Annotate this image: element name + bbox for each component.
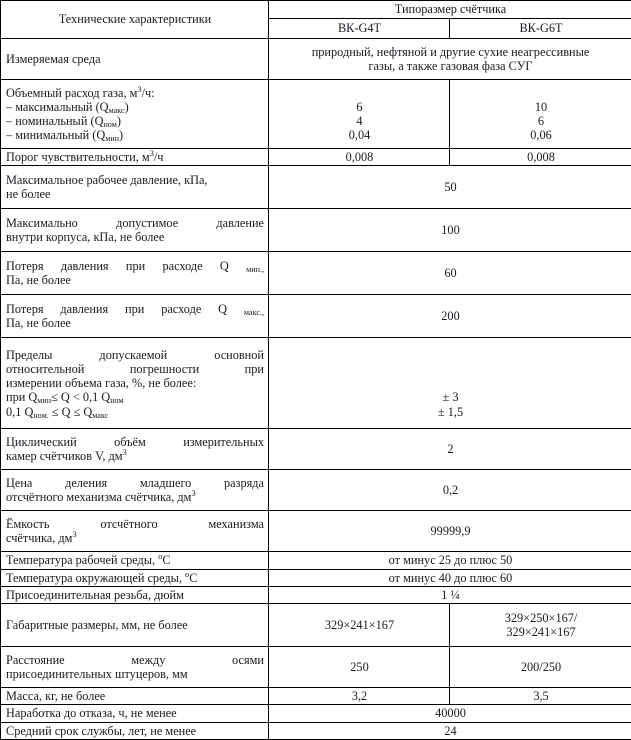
row-value-gas-flow-rate-g6 [450, 80, 631, 149]
max-allowed-internal-pressure-line-1: Максимально допустимое давление [6, 216, 264, 230]
gas-flow-rate-min-pre: – минимальный (Q [6, 128, 105, 142]
table-row [1, 470, 631, 511]
ambient-temp-pre: Температура окружающей среды, [6, 571, 185, 585]
pressure-loss-qmax-line-1 [6, 302, 264, 316]
pressure-loss-qmin-line-1 [6, 259, 264, 273]
least-digit-line-1: Цена деления младшего разряда [6, 476, 264, 490]
row-value-ambient-temperature: от минус 40 до плюс 60 [269, 569, 631, 586]
working-medium-temp-pre: Температура рабочей среды, [6, 553, 158, 567]
overall-dimensions-g6-line-1: 329×250×167/ [455, 611, 627, 625]
max-allowed-internal-pressure-line-2: внутри корпуса, кПа, не более [6, 230, 264, 244]
row-value-overall-dimensions-g4: 329×241×167 [269, 604, 450, 647]
gas-flow-rate-item-max [6, 100, 264, 114]
gas-flow-rate-title-sup: 3 [137, 84, 141, 93]
gas-flow-rate-title-pre: Объемный расход газа, м [6, 86, 137, 100]
table-row [1, 722, 631, 739]
gas-flow-rate-min-sub: мин [105, 134, 119, 143]
table-row [1, 511, 631, 552]
gas-flow-rate-max-post: ) [125, 100, 129, 114]
row-label-connection-axis-distance [1, 647, 269, 688]
formula-1-mid: ≤ Q < 0,1 Q [51, 390, 110, 404]
table-header-row-group [1, 1, 631, 19]
table-row [1, 39, 631, 80]
table-row [1, 552, 631, 569]
row-label-max-allowed-internal-pressure [1, 209, 269, 252]
row-label-counter-capacity [1, 511, 269, 552]
row-value-connection-axis-distance-g6: 200/250 [450, 647, 631, 688]
row-value-gas-flow-rate-g4 [269, 80, 450, 149]
row-label-sensitivity-threshold [1, 149, 269, 166]
gas-flow-rate-title [6, 86, 264, 100]
gas-flow-rate-g4-max: 6 [274, 100, 445, 114]
measured-medium-line-1: природный, нефтяной и другие сухие неагрессивные [274, 45, 627, 59]
least-digit-line-2-pre: отсчётного механизма счётчика, дм [6, 490, 191, 504]
row-value-measured-medium [269, 39, 631, 80]
header-parameter-column: Технические характеристики [1, 1, 269, 39]
max-working-pressure-line-1: Максимальное рабочее давление, кПа, [6, 173, 264, 187]
least-digit-line-2-sup: 3 [191, 489, 195, 498]
table-row [1, 688, 631, 705]
relative-error-formula-2 [6, 405, 264, 419]
row-label-average-service-life: Средний срок службы, лет, не менее [1, 722, 269, 739]
overall-dimensions-g6-line-2: 329×241×167 [455, 625, 627, 639]
gas-flow-rate-min-post: ) [119, 128, 123, 142]
row-value-connection-thread: 1 ¼ [269, 586, 631, 603]
cyclic-volume-line-1: Циклический объём измерительных [6, 435, 264, 449]
row-value-overall-dimensions-g6 [450, 604, 631, 647]
formula-2-sub1: ном. [33, 410, 48, 419]
table-row [1, 209, 631, 252]
table-row [1, 338, 631, 429]
row-label-max-working-pressure [1, 166, 269, 209]
row-label-pressure-loss-qmin [1, 252, 269, 295]
pressure-loss-qmin-line-2: Па, не более [6, 273, 264, 287]
relative-error-value-spacer-1 [274, 348, 627, 362]
gas-flow-rate-max-pre: – максимальный (Q [6, 100, 109, 114]
sensitivity-threshold-pre: Порог чувствительности, м [6, 150, 150, 164]
gas-flow-rate-nom-pre: – номинальный (Q [6, 114, 103, 128]
row-label-connection-thread: Присоединительная резьба, дюйм [1, 586, 269, 603]
row-value-relative-error-limits [269, 338, 631, 429]
gas-flow-rate-nom-post: ) [117, 114, 121, 128]
relative-error-value-1: ± 3 [274, 390, 627, 404]
row-label-measured-medium: Измеряемая среда [1, 39, 269, 80]
table-row [1, 295, 631, 338]
row-value-max-allowed-internal-pressure: 100 [269, 209, 631, 252]
table-row [1, 569, 631, 586]
cyclic-volume-line-2-sup: 3 [123, 448, 127, 457]
gas-flow-rate-item-nom [6, 114, 264, 128]
working-medium-temp-post: С [162, 553, 170, 567]
row-label-pressure-loss-qmax [1, 295, 269, 338]
formula-1-sub2: ном [110, 396, 123, 405]
pressure-loss-qmin-sub: мин., [246, 265, 264, 274]
row-value-sensitivity-threshold-g4: 0,008 [269, 149, 450, 166]
relative-error-line-1: Пределы допускаемой основной [6, 348, 264, 362]
table-row [1, 149, 631, 166]
row-value-sensitivity-threshold-g6: 0,008 [450, 149, 631, 166]
pressure-loss-qmax-sub: макс., [244, 308, 264, 317]
measured-medium-line-2: газы, а также газовая фаза СУГ [274, 59, 627, 73]
row-value-pressure-loss-qmin: 60 [269, 252, 631, 295]
gas-flow-rate-max-sub: макс [109, 106, 125, 115]
connection-axis-distance-line-2: присоединительных штуцеров, мм [6, 667, 264, 681]
working-medium-temp-degree: o [158, 552, 162, 561]
row-label-overall-dimensions: Габаритные размеры, мм, не более [1, 604, 269, 647]
header-model-g6t: ВК-G6T [450, 19, 631, 39]
relative-error-line-2: относительной погрешности при [6, 362, 264, 376]
counter-capacity-line-2-sup: 3 [72, 530, 76, 539]
row-value-pressure-loss-qmax: 200 [269, 295, 631, 338]
formula-1-pre: при Q [6, 390, 37, 404]
row-label-gas-flow-rate [1, 80, 269, 149]
relative-error-formula-1 [6, 390, 264, 404]
counter-capacity-line-1: Ёмкость отсчётного механизма [6, 517, 264, 531]
pressure-loss-qmax-line-2: Па, не более [6, 316, 264, 330]
gas-flow-rate-g4-spacer [274, 85, 445, 99]
row-value-counter-capacity: 99999,9 [269, 511, 631, 552]
counter-capacity-line-2-pre: счётчика, дм [6, 531, 72, 545]
relative-error-value-2: ± 1,5 [274, 405, 627, 419]
gas-flow-rate-g6-nom: 6 [455, 114, 627, 128]
ambient-temp-degree: o [185, 569, 189, 578]
header-model-g4t: ВК-G4T [269, 19, 450, 39]
row-label-working-medium-temperature [1, 552, 269, 569]
gas-flow-rate-item-min [6, 128, 264, 142]
least-digit-line-2 [6, 490, 264, 504]
counter-capacity-line-2 [6, 531, 264, 545]
table-row [1, 705, 631, 722]
table-row [1, 604, 631, 647]
row-value-cyclic-volume: 2 [269, 429, 631, 470]
gas-flow-rate-g6-min: 0,06 [455, 128, 627, 142]
row-label-mass: Масса, кг, не более [1, 688, 269, 705]
formula-2-sub2: макс [92, 410, 108, 419]
formula-2-mid: ≤ Q ≤ Q [49, 405, 93, 419]
row-value-mass-g4: 3,2 [269, 688, 450, 705]
table-row [1, 166, 631, 209]
relative-error-line-3: измерении объема газа, %, не более: [6, 376, 264, 390]
gas-flow-rate-g4-min: 0,04 [274, 128, 445, 142]
table-row [1, 252, 631, 295]
gas-flow-rate-g6-max: 10 [455, 100, 627, 114]
row-label-least-digit-value [1, 470, 269, 511]
pressure-loss-qmin-pre: Потеря давления при расходе Q [6, 259, 246, 273]
row-value-mtbf: 40000 [269, 705, 631, 722]
row-value-working-medium-temperature: от минус 25 до плюс 50 [269, 552, 631, 569]
ambient-temp-post: С [189, 571, 197, 585]
formula-1-sub1: мин [37, 396, 51, 405]
sensitivity-threshold-post: /ч [154, 150, 164, 164]
row-value-mass-g6: 3,5 [450, 688, 631, 705]
row-value-least-digit-value: 0,2 [269, 470, 631, 511]
sensitivity-threshold-sup: 3 [150, 149, 154, 158]
gas-flow-rate-g6-spacer [455, 85, 627, 99]
connection-axis-distance-line-1: Расстояние между осями [6, 653, 264, 667]
relative-error-value-spacer-3 [274, 376, 627, 390]
row-value-max-working-pressure: 50 [269, 166, 631, 209]
max-working-pressure-line-2: не более [6, 187, 264, 201]
cyclic-volume-line-2-pre: камер счётчиков V, дм [6, 449, 123, 463]
gas-flow-rate-title-post: /ч: [142, 86, 155, 100]
table-row [1, 429, 631, 470]
table-row [1, 647, 631, 688]
gas-flow-rate-g4-nom: 4 [274, 114, 445, 128]
row-value-connection-axis-distance-g4: 250 [269, 647, 450, 688]
relative-error-value-spacer-2 [274, 362, 627, 376]
pressure-loss-qmax-pre: Потеря давления при расходе Q [6, 302, 244, 316]
row-label-relative-error-limits [1, 338, 269, 429]
gas-flow-rate-nom-sub: ном [103, 120, 116, 129]
row-label-ambient-temperature [1, 569, 269, 586]
table-row [1, 586, 631, 603]
cyclic-volume-line-2 [6, 449, 264, 463]
table-row [1, 80, 631, 149]
row-label-cyclic-volume [1, 429, 269, 470]
row-label-mtbf: Наработка до отказа, ч, не менее [1, 705, 269, 722]
header-counter-size-group: Типоразмер счётчика [269, 1, 631, 19]
formula-2-pre: 0,1 Q [6, 405, 33, 419]
row-value-average-service-life: 24 [269, 722, 631, 739]
